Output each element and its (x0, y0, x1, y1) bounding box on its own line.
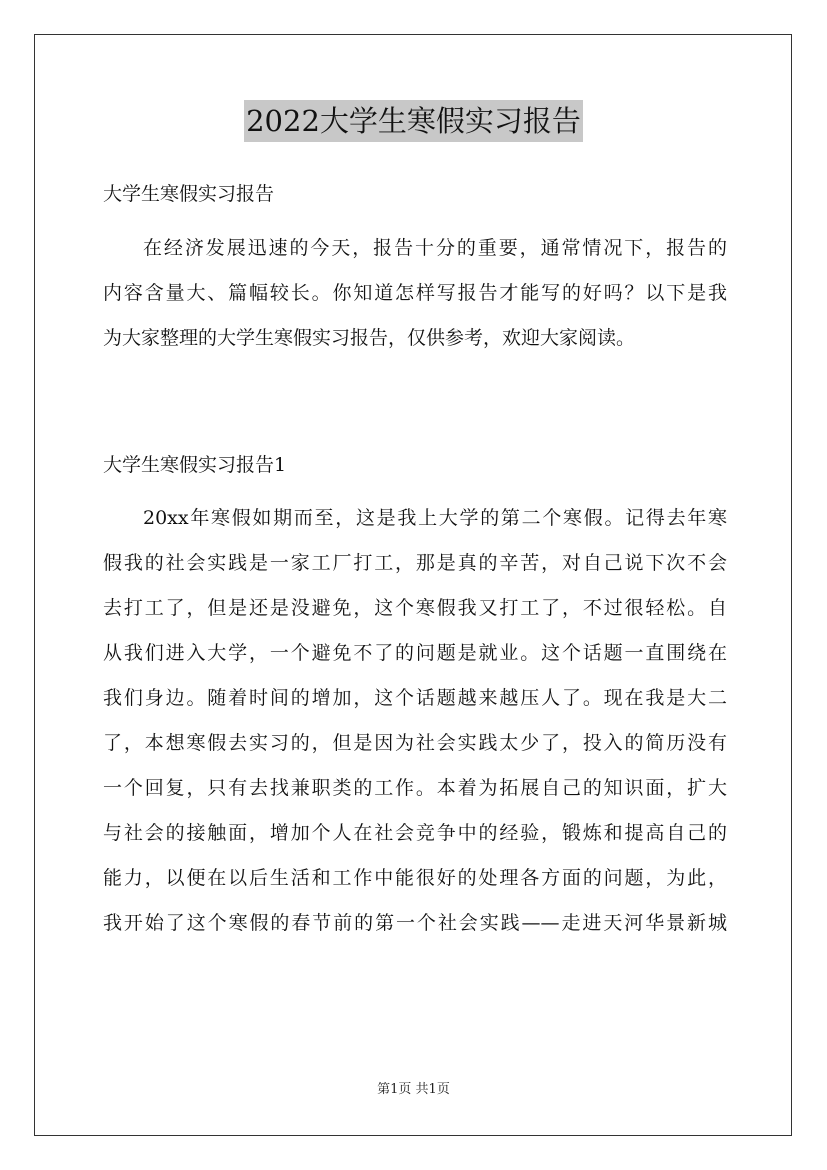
body-line: 假我的社会实践是一家工厂打工，那是真的辛苦，对自己说下次不会 (103, 552, 727, 574)
body-paragraph (103, 496, 727, 946)
intro-line: 为大家整理的大学生寒假实习报告，仅供参考，欢迎大家阅读。 (103, 327, 636, 349)
page-footer: 第1页 共1页 (377, 1082, 450, 1097)
document-title: 2022大学生寒假实习报告 (244, 100, 583, 142)
intro-paragraph (103, 226, 727, 361)
body-line: 能力，以便在以后生活和工作中能很好的处理各方面的问题，为此， (103, 867, 727, 889)
intro-line: 内容含量大、篇幅较长。你知道怎样写报告才能写的好吗？以下是我 (103, 282, 727, 304)
body-line: 我开始了这个寒假的春节前的第一个社会实践——走进天河华景新城 (103, 912, 727, 934)
body-line: 20xx年寒假如期而至，这是我上大学的第二个寒假。记得去年寒 (143, 507, 727, 529)
body-line: 一个回复，只有去找兼职类的工作。本着为拓展自己的知识面，扩大 (103, 777, 727, 799)
body-line: 去打工了，但是还是没避免，这个寒假我又打工了，不过很轻松。自 (103, 597, 727, 619)
section-heading: 大学生寒假实习报告1 (103, 454, 287, 476)
body-line: 与社会的接触面，增加个人在社会竞争中的经验，锻炼和提高自己的 (103, 822, 727, 844)
body-line: 从我们进入大学，一个避免不了的问题是就业。这个话题一直围绕在 (103, 642, 727, 664)
title-container (0, 100, 827, 142)
document-subtitle: 大学生寒假实习报告 (103, 183, 275, 205)
intro-line: 在经济发展迅速的今天，报告十分的重要，通常情况下，报告的 (143, 237, 727, 259)
body-line: 我们身边。随着时间的增加，这个话题越来越压人了。现在我是大二 (103, 687, 727, 709)
body-line: 了，本想寒假去实习的，但是因为社会实践太少了，投入的简历没有 (103, 732, 727, 754)
